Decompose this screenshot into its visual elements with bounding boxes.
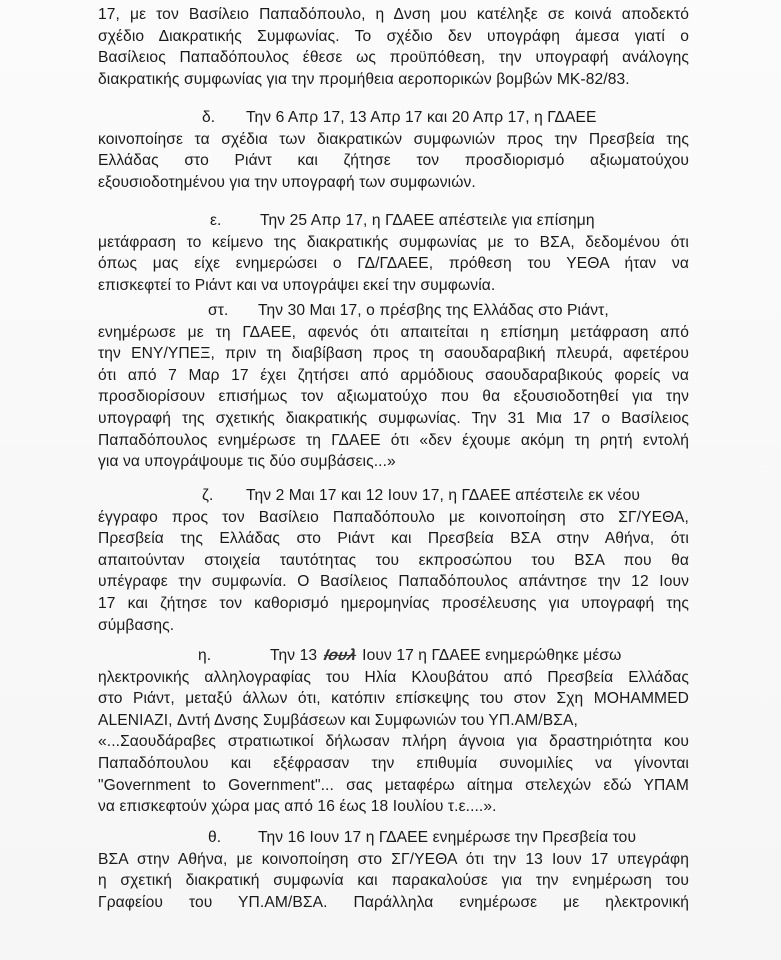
text-line: επισκεφτεί το Ριάντ και να υπογράψει εκεί την συμφωνία. bbox=[98, 276, 496, 294]
text-line: διακρατικής συμφωνίας για την προμήθεια αεροπορικών βομβών ΜΚ-82/83. bbox=[98, 70, 630, 88]
text-line: σχέδιο Διακρατικής Συμφωνίας. Το σχέδιο δεν υπογράφη άμεσα γιατί ο bbox=[98, 27, 689, 45]
paragraph-marker: ε. bbox=[210, 212, 222, 229]
text-line: Την 2 Μαι 17 και 12 Ιουν 17, η ΓΔΑΕΕ απέστειλε εκ νέου bbox=[246, 487, 640, 504]
text-line: 17 και ζήτησε τον καθορισμό ημερομηνίας προσέλευσης για υπογραφή της bbox=[98, 594, 689, 612]
text-line: όπως μας είχε ενημερώσει ο ΓΔ/ΓΔΑΕΕ, πρόθεση του ΥΕΘΑ ήταν να bbox=[98, 255, 689, 273]
text-line: κοινοποίησε τα σχέδια των διακρατικών συμφωνιών προς την Πρεσβεία της bbox=[98, 130, 689, 148]
text-line: Την 6 Απρ 17, 13 Απρ 17 και 20 Απρ 17, η ΓΔΑΕΕ bbox=[246, 109, 597, 126]
paragraph-marker: στ. bbox=[208, 302, 229, 319]
struck-handwritten-word: Ιουλ bbox=[321, 647, 358, 664]
paragraph-marker: θ. bbox=[208, 829, 222, 846]
text-fragment: Ιουν 17 η ΓΔΑΕΕ ενημερώθηκε μέσω bbox=[362, 647, 622, 664]
paragraph-eta bbox=[98, 645, 689, 818]
text-line: Πρεσβεία της Ελλάδας στο Ριάντ και Πρεσβεία ΒΣΑ στην Αθήνα, ότι bbox=[98, 530, 689, 548]
paragraph-epsilon bbox=[98, 210, 689, 296]
text-line: Παπαδόπουλος ενημέρωσε τη ΓΔΑΕΕ ότι «δεν έχουμε ακόμη τη ρητή εντολή bbox=[98, 431, 689, 449]
paragraph-marker: δ. bbox=[202, 109, 216, 126]
paragraph-continuation bbox=[98, 4, 689, 90]
text-line: Παπαδόπουλου και εξέφρασαν την επιθυμία συνομιλίες να γίνονται bbox=[98, 754, 689, 772]
text-line: απαιτούνταν στοιχεία ταυτότητας του εκπροσώπου του ΒΣΑ που θα bbox=[98, 551, 689, 569]
text-line: μετάφραση το κείμενο της διακρατικής συμφωνίας με το ΒΣΑ, δεδομένου ότι bbox=[98, 233, 689, 251]
text-line: 17, με τον Βασίλειο Παπαδόπουλο, η Δνση μου κατέληξε σε κοινά αποδεκτό bbox=[98, 6, 689, 23]
text-line: ότι από 7 Μαρ 17 έχει ζητήσει από αρμόδιους σαουδαραβικούς φορείς να bbox=[98, 366, 689, 384]
text-line: «...Σαουδάραβες στρατιωτικοί δήλωσαν πλήρη άγνοια για δραστηριότητα κου bbox=[98, 733, 689, 751]
text-line: υπέγραφε την συμφωνία. Ο Βασίλειος Παπαδόπουλος απάντησε την 12 Ιουν bbox=[98, 573, 689, 591]
paragraph-delta bbox=[98, 107, 689, 193]
text-line: Την 16 Ιουν 17 η ΓΔΑΕΕ ενημέρωσε την Πρεσβεία του bbox=[258, 829, 637, 846]
paragraph-marker: ζ. bbox=[202, 487, 214, 504]
text-line: στο Ριάντ, μεταξύ άλλων ότι, κατόπιν επίσκεψης του στον Σχη MOHAMMED bbox=[98, 690, 689, 708]
paragraph-st bbox=[98, 300, 689, 473]
text-line: έγγραφο προς τον Βασίλειο Παπαδόπουλο με κοινοποίηση στο ΣΓ/ΥΕΘΑ, bbox=[98, 508, 689, 526]
text-line: ηλεκτρονικής αλληλογραφίας του Ηλία Κλουβάτου από Πρεσβεία Ελλάδας bbox=[98, 668, 689, 686]
text-line: την ΕΝΥ/ΥΠΕΞ, πριν τη διαβίβαση προς τη σαουδαραβική πλευρά, αφετέρου bbox=[98, 345, 689, 363]
paragraph-marker: η. bbox=[198, 647, 212, 664]
text-line: ΒΣΑ στην Αθήνα, με κοινοποίηση στο ΣΓ/ΥΕΘΑ ότι την 13 Ιουν 17 υπεγράφη bbox=[98, 850, 689, 868]
text-line: Την 25 Απρ 17, η ΓΔΑΕΕ απέστειλε για επίσημη bbox=[260, 212, 595, 229]
text-line: να επισκεφτούν χώρα μας από 16 έως 18 Ιουλίου τ.ε....». bbox=[98, 798, 497, 816]
text-line: ενημέρωσε με τη ΓΔΑΕΕ, αφενός ότι απαιτείται η επίσημη μετάφραση από bbox=[98, 323, 689, 341]
text-line: Βασίλειος Παπαδόπουλος έθεσε ως προϋπόθεση, την υπογραφή ανάλογης bbox=[98, 49, 689, 67]
text-line: υπογραφή της σχετικής διακρατικής συμφωνίας. Την 31 Μια 17 ο Βασίλειος bbox=[98, 409, 689, 427]
paragraph-zeta bbox=[98, 485, 689, 636]
text-line: σύμβασης. bbox=[98, 616, 175, 634]
text-line: για να υπογράψουμε τις δύο συμβάσεις...» bbox=[98, 453, 396, 471]
text-fragment: Την 13 bbox=[270, 647, 318, 664]
text-line: Γραφείου του ΥΠ.ΑΜ/ΒΣΑ. Παράλληλα ενημέρωσε με ηλεκτρονική bbox=[98, 893, 689, 911]
text-line: Ελλάδας στο Ριάντ και ζήτησε τον προσδιορισμό αξιωματούχου bbox=[98, 152, 689, 170]
text-line: ALENIAZI, Δντή Δνσης Συμβάσεων και Συμφωνιών του ΥΠ.ΑΜ/ΒΣΑ, bbox=[98, 711, 578, 729]
text-line: Την 30 Μαι 17, ο πρέσβης της Ελλάδας στο Ριάντ, bbox=[258, 302, 609, 319]
paragraph-theta bbox=[98, 827, 689, 913]
text-line: προσδιορίσουν επισήμως τον αξιωματούχο που θα εξουσιοδοτηθεί για την bbox=[98, 388, 689, 406]
text-line: η σχετική διακρατική συμφωνία και παρακαλούσε για την ενημέρωση του bbox=[98, 872, 689, 890]
text-line: "Government to Government"... σας μεταφέρω αίτημα στελεχών εδώ ΥΠΑΜ bbox=[98, 776, 689, 794]
text-line: εξουσιοδοτημένου για την υπογραφή των συμφωνιών. bbox=[98, 173, 476, 191]
